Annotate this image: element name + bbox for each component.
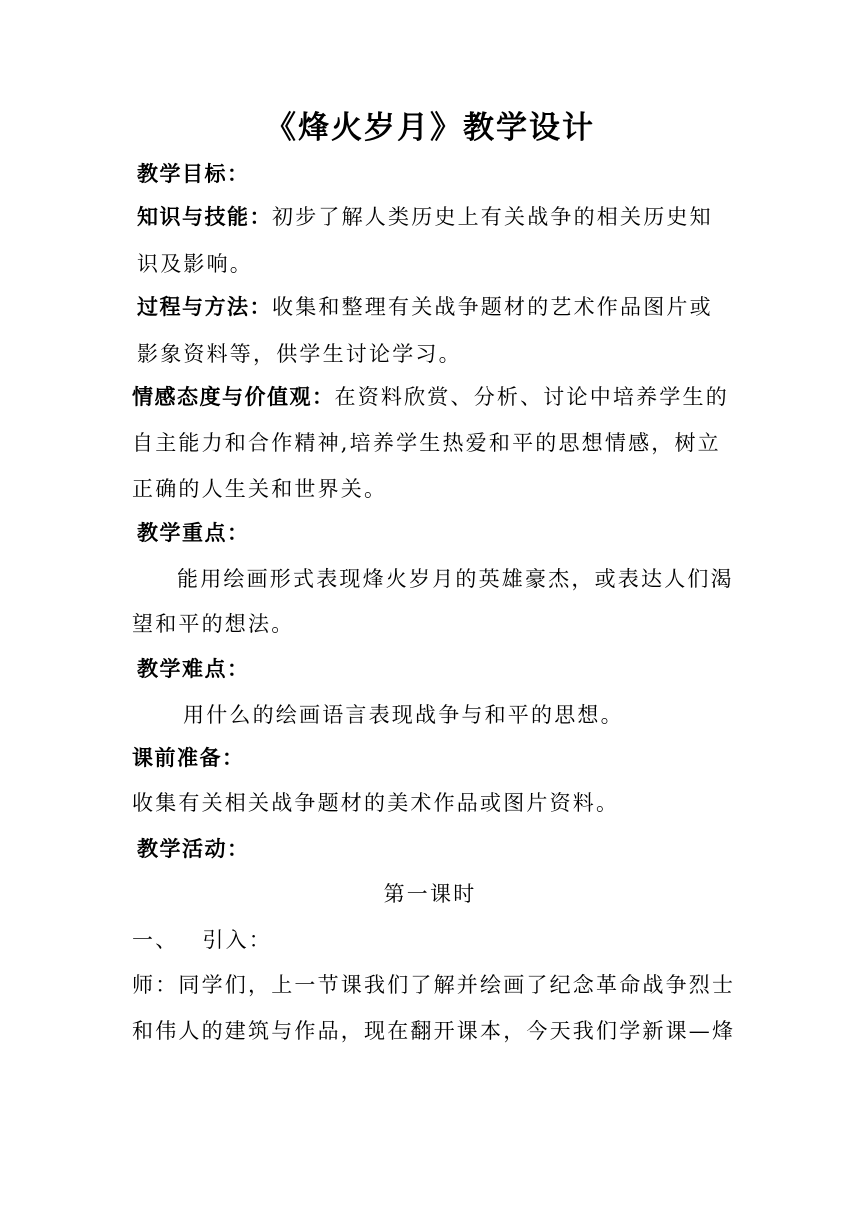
section-heading: [132, 926, 272, 954]
emotion-label: 情感态度与价值观：: [132, 385, 335, 409]
process-text-1: 收集和整理有关战争题材的艺术作品图片或: [272, 295, 713, 319]
emotion-text-1: 在资料欣赏、分析、讨论中培养学生的: [334, 385, 729, 409]
key-points-heading: 教学重点：: [137, 521, 250, 545]
knowledge-text-1: 初步了解人类历史上有关战争的相关历史知: [272, 205, 713, 229]
knowledge-text-2: 识及影响。: [137, 252, 253, 276]
key-points-text-2: 望和平的想法。: [132, 612, 295, 636]
document-title: 《烽火岁月》教学设计: [265, 110, 595, 146]
section-title: 引入：: [202, 928, 273, 952]
difficulties-text-1: 用什么的绘画语言表现战争与和平的思想。: [183, 703, 624, 727]
emotion-line-1: [132, 383, 729, 411]
section-number: 一、: [132, 928, 179, 952]
preparation-text-1: 收集有关相关战争题材的美术作品或图片资料。: [132, 791, 620, 815]
activities-text-1: 师：同学们，上一节课我们了解并绘画了纪念革命战争烈士: [132, 973, 736, 997]
activities-heading: 教学活动：: [137, 837, 250, 861]
activities-text-2: 和伟人的建筑与作品，现在翻开课本，今天我们学新课—烽: [132, 1019, 736, 1043]
process-label: 过程与方法：: [137, 295, 272, 319]
process-text-2: 影象资料等，供学生讨论学习。: [137, 342, 462, 366]
knowledge-label: 知识与技能：: [137, 205, 272, 229]
process-line-1: [137, 293, 713, 321]
difficulties-heading: 教学难点：: [137, 657, 250, 681]
preparation-heading: 课前准备：: [132, 746, 245, 770]
key-points-text-1: 能用绘画形式表现烽火岁月的英雄豪杰，或表达人们渴: [177, 567, 734, 591]
knowledge-line-1: [137, 203, 713, 231]
objectives-heading: 教学目标：: [137, 162, 250, 186]
lesson-title: 第一课时: [383, 882, 477, 906]
emotion-text-3: 正确的人生关和世界关。: [132, 477, 388, 501]
emotion-text-2: 自主能力和合作精神,培养学生热爱和平的思想情感，树立: [132, 431, 721, 455]
